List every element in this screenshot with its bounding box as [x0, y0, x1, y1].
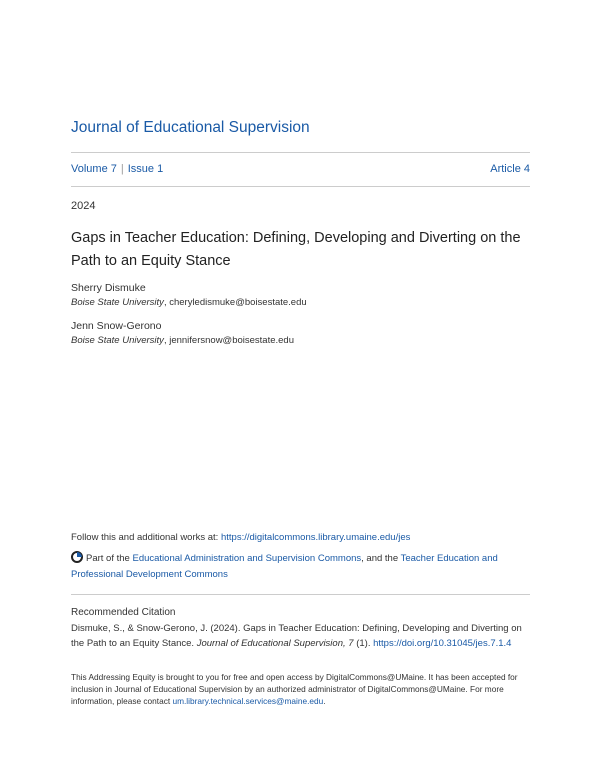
author-email: , jennifersnow@boisestate.edu: [163, 335, 294, 346]
citation-part-1: Dismuke, S., & Snow-Gerono, J. (2024). Gaps in Teacher Education: Defining, Developing and Diverting on the Path to an Equity Stance.: [71, 623, 522, 649]
commons-link-2[interactable]: Teacher Education and Professional Development Commons: [71, 553, 498, 580]
author-block: [71, 282, 307, 308]
contact-email-link[interactable]: um.library.technical.services@maine.edu: [172, 696, 324, 706]
follow-link[interactable]: https://digitalcommons.library.umaine.edu/jes: [220, 532, 411, 543]
issue-link[interactable]: Issue 1: [127, 163, 164, 175]
citation-part-2: (1).: [353, 638, 374, 649]
author-block: [71, 320, 294, 346]
part-of-middle: , and the: [361, 553, 401, 564]
footer-text: This Addressing Equity is brought to you for free and open access by DigitalCommons@UMaine. It has been accepted for inclusion in Journal of Educational Supervision by an authorized administrator of DigitalCommons@UMaine. For more information, please contact: [71, 672, 518, 706]
publication-year: 2024: [71, 200, 96, 212]
volume-link[interactable]: Volume 7: [71, 163, 117, 175]
author-affiliation: [71, 297, 307, 308]
affiliation: Boise State University: [71, 335, 164, 346]
footer-end: .: [323, 696, 326, 706]
citation-text: [71, 621, 533, 651]
commons-link-1[interactable]: Educational Administration and Supervision Commons: [132, 553, 362, 564]
doi-link[interactable]: https://doi.org/10.31045/jes.7.1.4: [373, 638, 512, 649]
bottom-divider: [71, 186, 530, 187]
follow-text: Follow this and additional works at:: [71, 532, 221, 543]
paper-title: Gaps in Teacher Education: Defining, Developing and Diverting on the Path to an Equity Stance: [71, 230, 521, 269]
affiliation: Boise State University: [71, 297, 164, 308]
author-affiliation: [71, 335, 294, 346]
open-access-icon: [71, 551, 83, 563]
article-link[interactable]: Article 4: [490, 163, 530, 175]
top-divider: [71, 152, 530, 153]
citation-divider: [71, 594, 530, 595]
author-email: , cheryledismuke@boisestate.edu: [163, 297, 307, 308]
citation-heading: Recommended Citation: [71, 607, 176, 618]
journal-title[interactable]: Journal of Educational Supervision: [71, 119, 310, 136]
author-name: Sherry Dismuke: [71, 282, 146, 294]
part-of-line: [71, 551, 533, 583]
author-name: Jenn Snow-Gerono: [71, 320, 162, 332]
part-of-prefix: Part of the: [86, 553, 133, 564]
footer-notice: [71, 671, 531, 707]
citation-journal: Journal of Educational Supervision, 7: [196, 638, 354, 649]
follow-line: [71, 532, 410, 543]
volume-issue: [71, 163, 163, 175]
separator: |: [120, 163, 124, 175]
